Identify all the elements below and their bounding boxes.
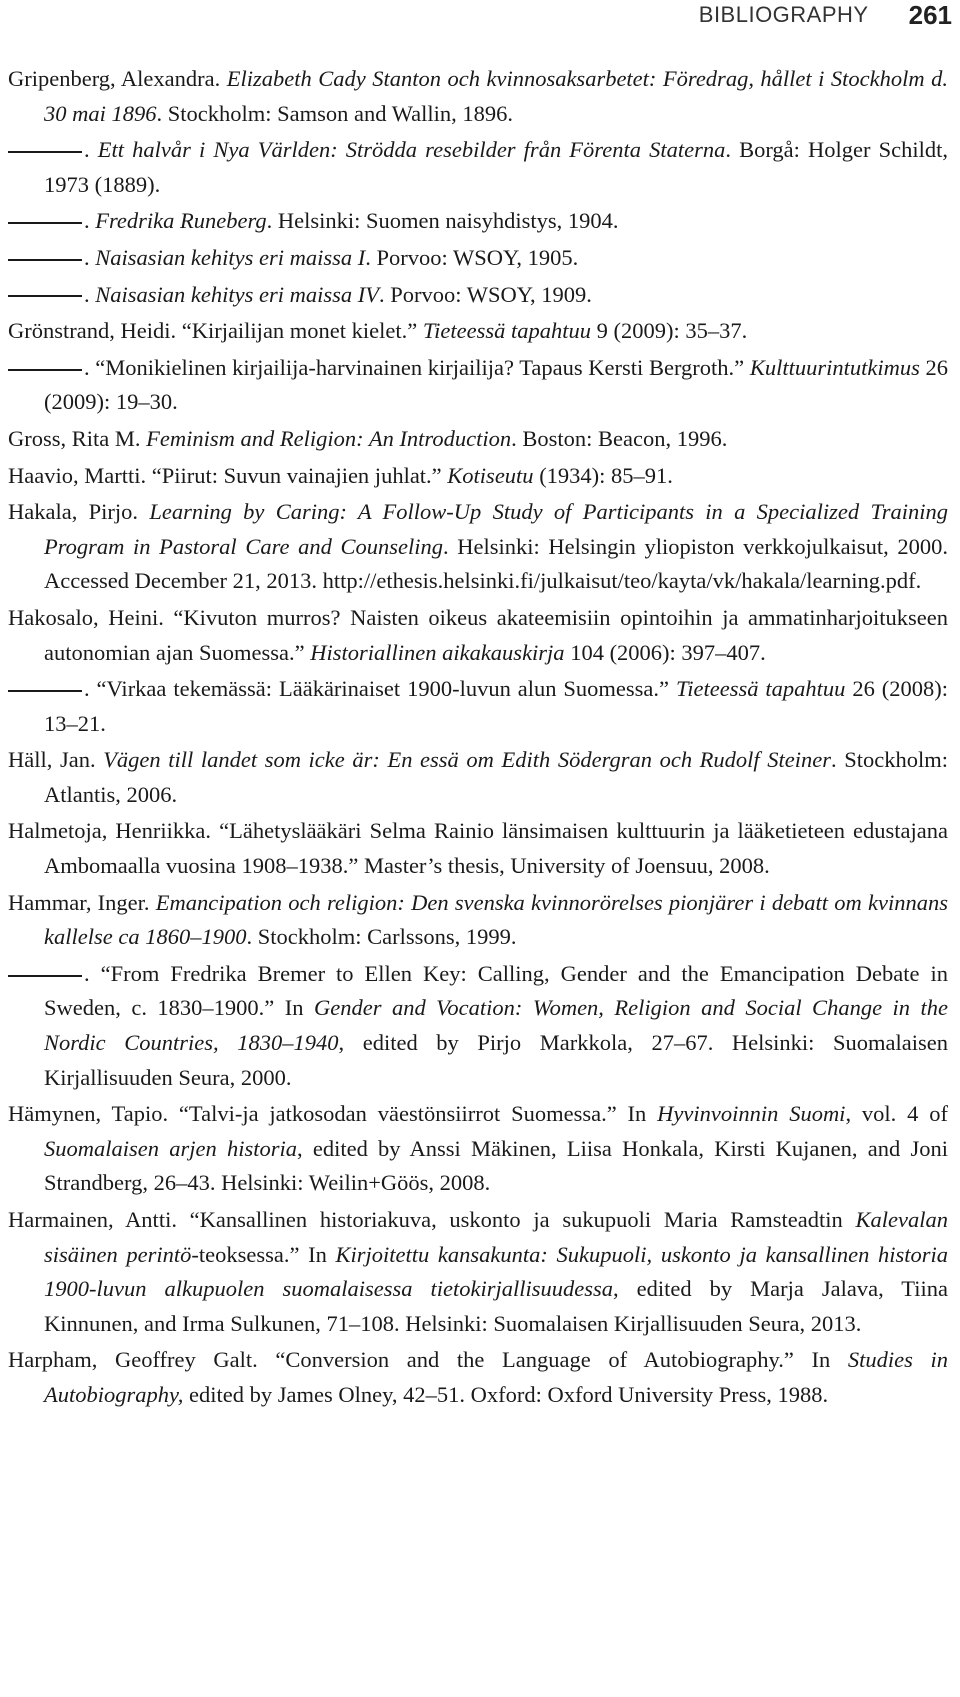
bibliography-entry: Grönstrand, Heidi. “Kirjailijan monet kielet.” Tieteessä tapahtuu 9 (2009): 35–37. (8, 318, 748, 344)
repeat-author-dash (8, 151, 82, 153)
running-head-section: BIBLIOGRAPHY (698, 2, 869, 27)
bibliography-entry: . Fredrika Runeberg. Helsinki: Suomen naisyhdistys, 1904. (8, 204, 948, 239)
bibliography-entry: Hammar, Inger. Emancipation och religion: Den svenska kvinnorörelses pionjärer i debatt om kvinnans kallelse ca 1860–1900. Stockholm: Carlssons, 1999. (8, 889, 949, 950)
repeat-author-dash (8, 295, 82, 297)
bibliography-entry: Haavio, Martti. “Piirut: Suvun vainajien juhlat.” Kotiseutu (1934): 85–91. (8, 462, 673, 488)
repeat-author-dash (8, 975, 82, 977)
repeat-author-dash (8, 259, 82, 261)
running-head (699, 0, 952, 30)
bibliography-entry: . Naisasian kehitys eri maissa IV. Porvoo: WSOY, 1909. (8, 278, 948, 313)
bibliography-entry: Gripenberg, Alexandra. Elizabeth Cady Stanton och kvinnosaksarbetet: Föredrag, hållet i Stockholm d. 30 mai 1896. Stockholm: Samson and Wallin, 1896. (8, 66, 949, 126)
repeat-author-dash (8, 222, 82, 224)
repeat-author-dash (8, 369, 82, 371)
bibliography-entry: . Ett halvår i Nya Världen: Strödda resebilder från Förenta Staterna. Borgå: Holger Schildt, 1973 (1889). (8, 133, 948, 202)
bibliography-entry: . Naisasian kehitys eri maissa I. Porvoo: WSOY, 1905. (8, 241, 948, 276)
bibliography-entry: Harpham, Geoffrey Galt. “Conversion and the Language of Autobiography.” In Studies in Autobiography, edited by James Olney, 42–51. Oxford: Oxford University Press, 1988. (8, 1347, 949, 1407)
bibliography-entry: Häll, Jan. Vägen till landet som icke är: En essä om Edith Södergran och Rudolf Steiner. Stockholm: Atlantis, 2006. (8, 747, 948, 807)
bibliography-entry: Hakala, Pirjo. Learning by Caring: A Follow-Up Study of Participants in a Specialized Training Program in Pastoral Care and Counseling. Helsinki: Helsingin yliopiston verkkojulkaisut, 2000. Accessed December 21, 2013. http://ethesis.helsinki.fi/julkaisut/teo/kayta/vk/hakala/learning.pdf. (8, 499, 949, 594)
bibliography-entry: Hämynen, Tapio. “Talvi-ja jatkosodan väestönsiirrot Suomessa.” In Hyvinvoinnin Suomi, vol. 4 of Suomalaisen arjen historia, edited by Anssi Mäkinen, Liisa Honkala, Kirsti Kujanen, and Joni Strandberg, 26–43. Helsinki: Weilin+Göös, 2008. (8, 1101, 948, 1196)
bibliography-entry: . “From Fredrika Bremer to Ellen Key: Calling, Gender and the Emancipation Debate in Sweden, c. 1830–1900.” In Gender and Vocation: Women, Religion and Social Change in the Nordic Countries, 1830–1940, edited by Pirjo Markkola, 27–67. Helsinki: Suomalaisen Kirjallisuuden Seura, 2000. (8, 957, 948, 1095)
bibliography-entry: Gross, Rita M. Feminism and Religion: An Introduction. Boston: Beacon, 1996. (8, 425, 728, 451)
bibliography-entry: . “Monikielinen kirjailija-harvinainen kirjailija? Tapaus Kersti Bergroth.” Kulttuurintutkimus 26 (2009): 19–30. (8, 351, 948, 420)
bibliography-entry: . “Virkaa tekemässä: Lääkärinaiset 1900-luvun alun Suomessa.” Tieteessä tapahtuu 26 (2008): 13–21. (8, 672, 948, 741)
bibliography-list (8, 62, 948, 1415)
bibliography-entry: Harmainen, Antti. “Kansallinen historiakuva, uskonto ja sukupuoli Maria Ramsteadtin Kalevalan sisäinen perintö-teoksessa.” In Kirjoitettu kansakunta: Sukupuoli, uskonto ja kansallinen historia 1900-luvun alkupuolen suomalaisessa tietokirjallisuudessa, edited by Marja Jalava, Tiina Kinnunen, and Irma Sulkunen, 71–108. Helsinki: Suomalaisen Kirjallisuuden Seura, 2013. (8, 1207, 949, 1336)
bibliography-entry: Halmetoja, Henriikka. “Lähetyslääkäri Selma Rainio länsimaisen kulttuurin ja lääketieteen edustajana Ambomaalla vuosina 1908–1938.” Master’s thesis, University of Joensuu, 2008. (8, 818, 948, 879)
repeat-author-dash (8, 690, 82, 692)
bibliography-entry: Hakosalo, Heini. “Kivuton murros? Naisten oikeus akateemisiin opintoihin ja ammatinharjoitukseen autonomian ajan Suomessa.” Historiallinen aikakauskirja 104 (2006): 397–407. (8, 604, 948, 665)
page-number: 261 (908, 0, 952, 30)
